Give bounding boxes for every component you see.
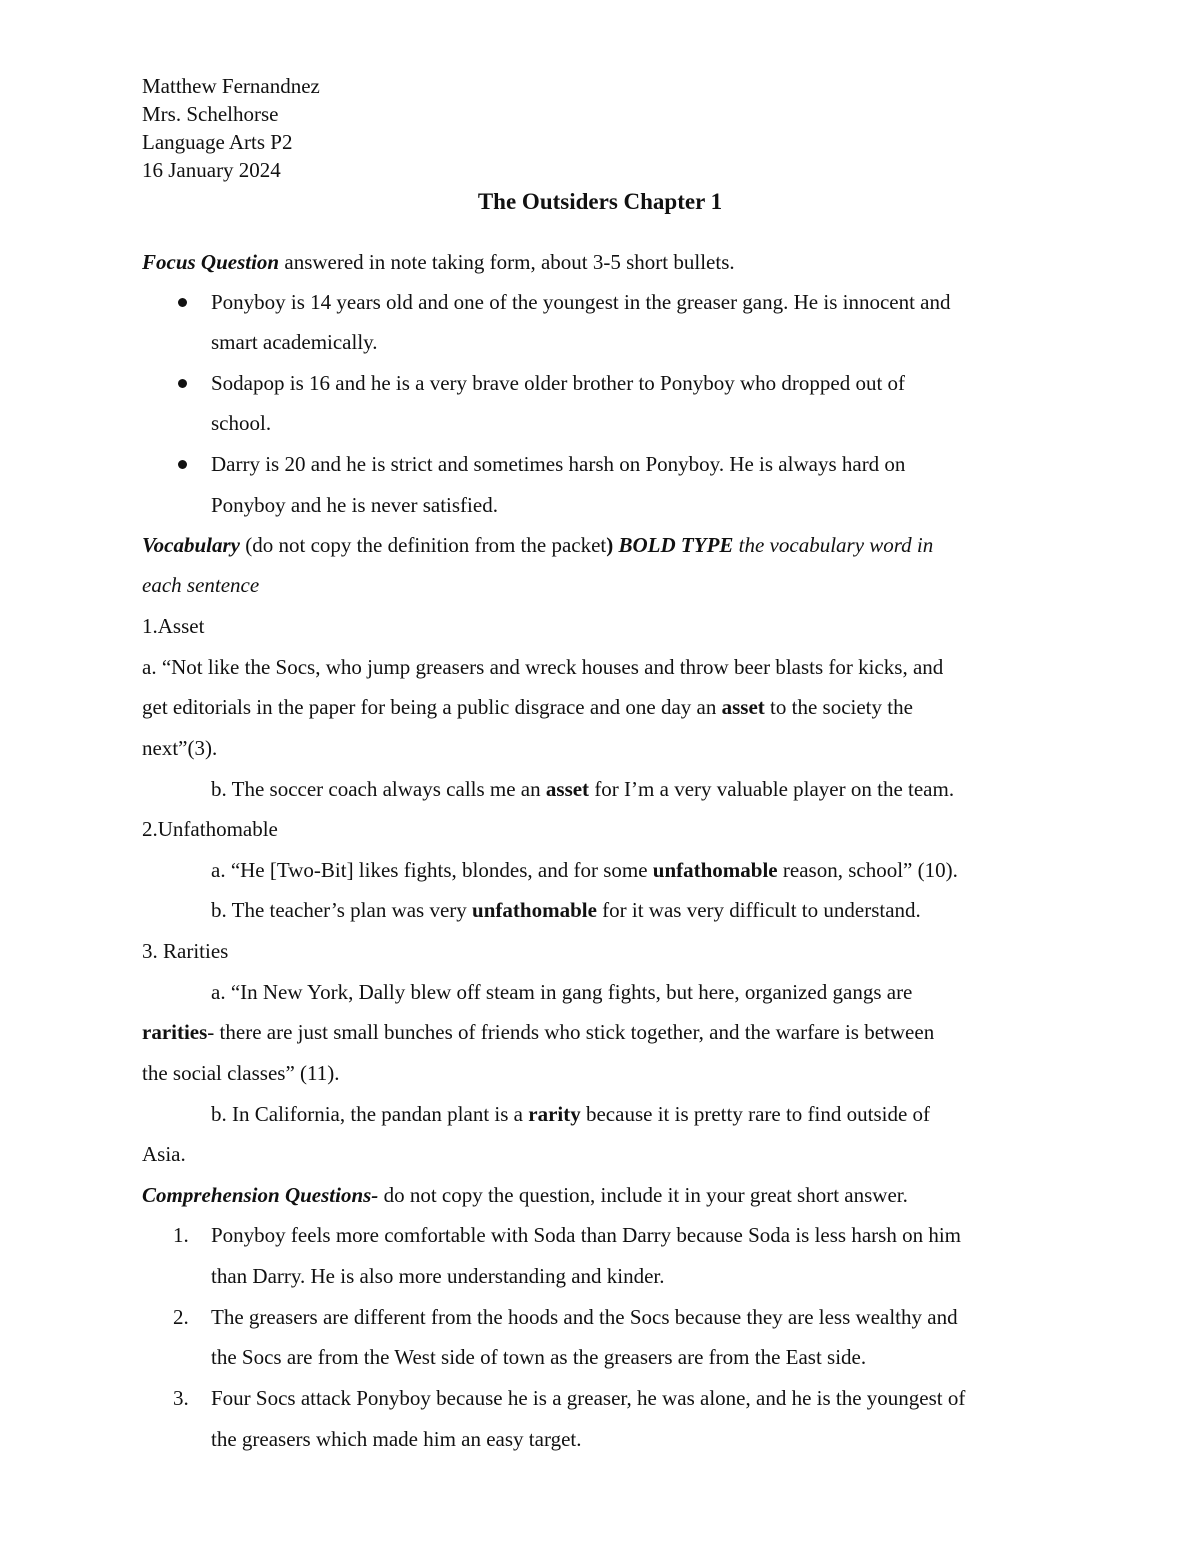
vocab-1-a-line1: a. “Not like the Socs, who jump greasers and wreck houses and throw beer blasts for kicks, and [142,655,944,679]
answer-1-number: 1. [173,1223,189,1247]
bullet-icon [178,460,187,469]
answer-3-number: 3. [173,1386,189,1410]
vocab-3-b [211,1100,930,1128]
vocab-2-b [211,896,921,924]
focus-question-line [142,248,735,276]
document-title: The Outsiders Chapter 1 [477,189,723,214]
answer-1-line1: Ponyboy feels more comfortable with Soda than Darry because Soda is less harsh on him [211,1223,962,1247]
vocab-2-heading: 2.Unfathomable [142,817,278,841]
vocab-1-a-line3: next”(3). [142,736,218,760]
vocab-2-a-text: a. “He [Two-Bit] likes fights, blondes, and for some [211,858,653,882]
vocabulary-heading-line [142,531,933,559]
date: 16 January 2024 [142,158,281,182]
vocab-2-a [211,856,958,884]
vocab-1-a-text-post: to the society the [764,695,913,719]
vocabulary-label: Vocabulary [142,533,241,557]
vocab-2-b-text: b. The teacher’s plan was very [211,898,473,922]
vocab-3-a-line2 [142,1018,934,1046]
answer-2-line2: the Socs are from the West side of town as the greasers are from the East side. [211,1345,867,1369]
vocab-word-rarity: rarity [528,1102,581,1126]
answer-3-line2: the greasers which made him an easy target. [211,1427,582,1451]
vocab-3-heading: 3. Rarities [142,939,229,963]
vocab-1-b [211,775,954,803]
vocabulary-close-paren: ) [606,533,614,557]
focus-bullet-2-line2: school. [211,411,272,435]
vocab-word-rarities: rarities [142,1020,208,1044]
vocab-1-b-text: b. The soccer coach always calls me an [211,777,546,801]
vocab-word-unfathomable: unfathomable [652,858,778,882]
vocab-word-asset: asset [721,695,765,719]
vocab-1-b-text-post: for I’m a very valuable player on the team. [589,777,955,801]
vocabulary-bold-type: BOLD TYPE [613,533,734,557]
teacher-name: Mrs. Schelhorse [142,102,279,126]
answer-3-line1: Four Socs attack Ponyboy because he is a greaser, he was alone, and he is the youngest of [211,1386,966,1410]
class-name: Language Arts P2 [142,130,293,154]
vocab-word-unfathomable: unfathomable [472,898,597,922]
header-block [142,72,320,184]
vocab-3-a-line3: the social classes” (11). [142,1061,340,1085]
answer-2-number: 2. [173,1305,189,1329]
focus-question-label: Focus Question [142,250,280,274]
focus-bullet-2-line1: Sodapop is 16 and he is a very brave older brother to Ponyboy who dropped out of [211,371,906,395]
bullet-icon [178,379,187,388]
student-name: Matthew Fernandnez [142,74,320,98]
comprehension-label: Comprehension Questions- [142,1183,379,1207]
vocab-2-a-text-post: reason, school” (10). [777,858,958,882]
focus-question-instruction: answered in note taking form, about 3-5 short bullets. [279,250,735,274]
vocab-3-b-line2: Asia. [142,1142,186,1166]
comprehension-instruction: do not copy the question, include it in your great short answer. [378,1183,908,1207]
focus-bullet-1-line2: smart academically. [211,330,378,354]
focus-bullet-3-line1: Darry is 20 and he is strict and sometimes harsh on Ponyboy. He is always hard on [211,452,906,476]
bullet-icon [178,298,187,307]
vocab-2-b-text-post: for it was very difficult to understand. [596,898,921,922]
answer-2-line1: The greasers are different from the hoods and the Socs because they are less wealthy and [211,1305,958,1329]
vocabulary-instruction-line2: each sentence [142,573,260,597]
focus-bullet-1-line1: Ponyboy is 14 years old and one of the youngest in the greaser gang. He is innocent and [211,290,951,314]
answer-1-line2: than Darry. He is also more understanding and kinder. [211,1264,665,1288]
comprehension-heading-line [142,1181,908,1209]
vocab-3-a-text-post: - there are just small bunches of friends who stick together, and the warfare is between [207,1020,935,1044]
vocab-word-asset: asset [545,777,590,801]
vocab-1-heading: 1.Asset [142,614,205,638]
vocab-1-a-line2 [142,693,913,721]
vocab-3-b-text-post: because it is pretty rare to find outside of [580,1102,931,1126]
vocabulary-instruction: the vocabulary word in [733,533,934,557]
vocabulary-paren: (do not copy the definition from the packet [240,533,607,557]
vocab-3-a-line1: a. “In New York, Dally blew off steam in gang fights, but here, organized gangs are [211,980,913,1004]
vocab-3-b-text: b. In California, the pandan plant is a [211,1102,529,1126]
vocab-1-a-text: get editorials in the paper for being a public disgrace and one day an [142,695,722,719]
focus-bullet-3-line2: Ponyboy and he is never satisfied. [211,493,498,517]
